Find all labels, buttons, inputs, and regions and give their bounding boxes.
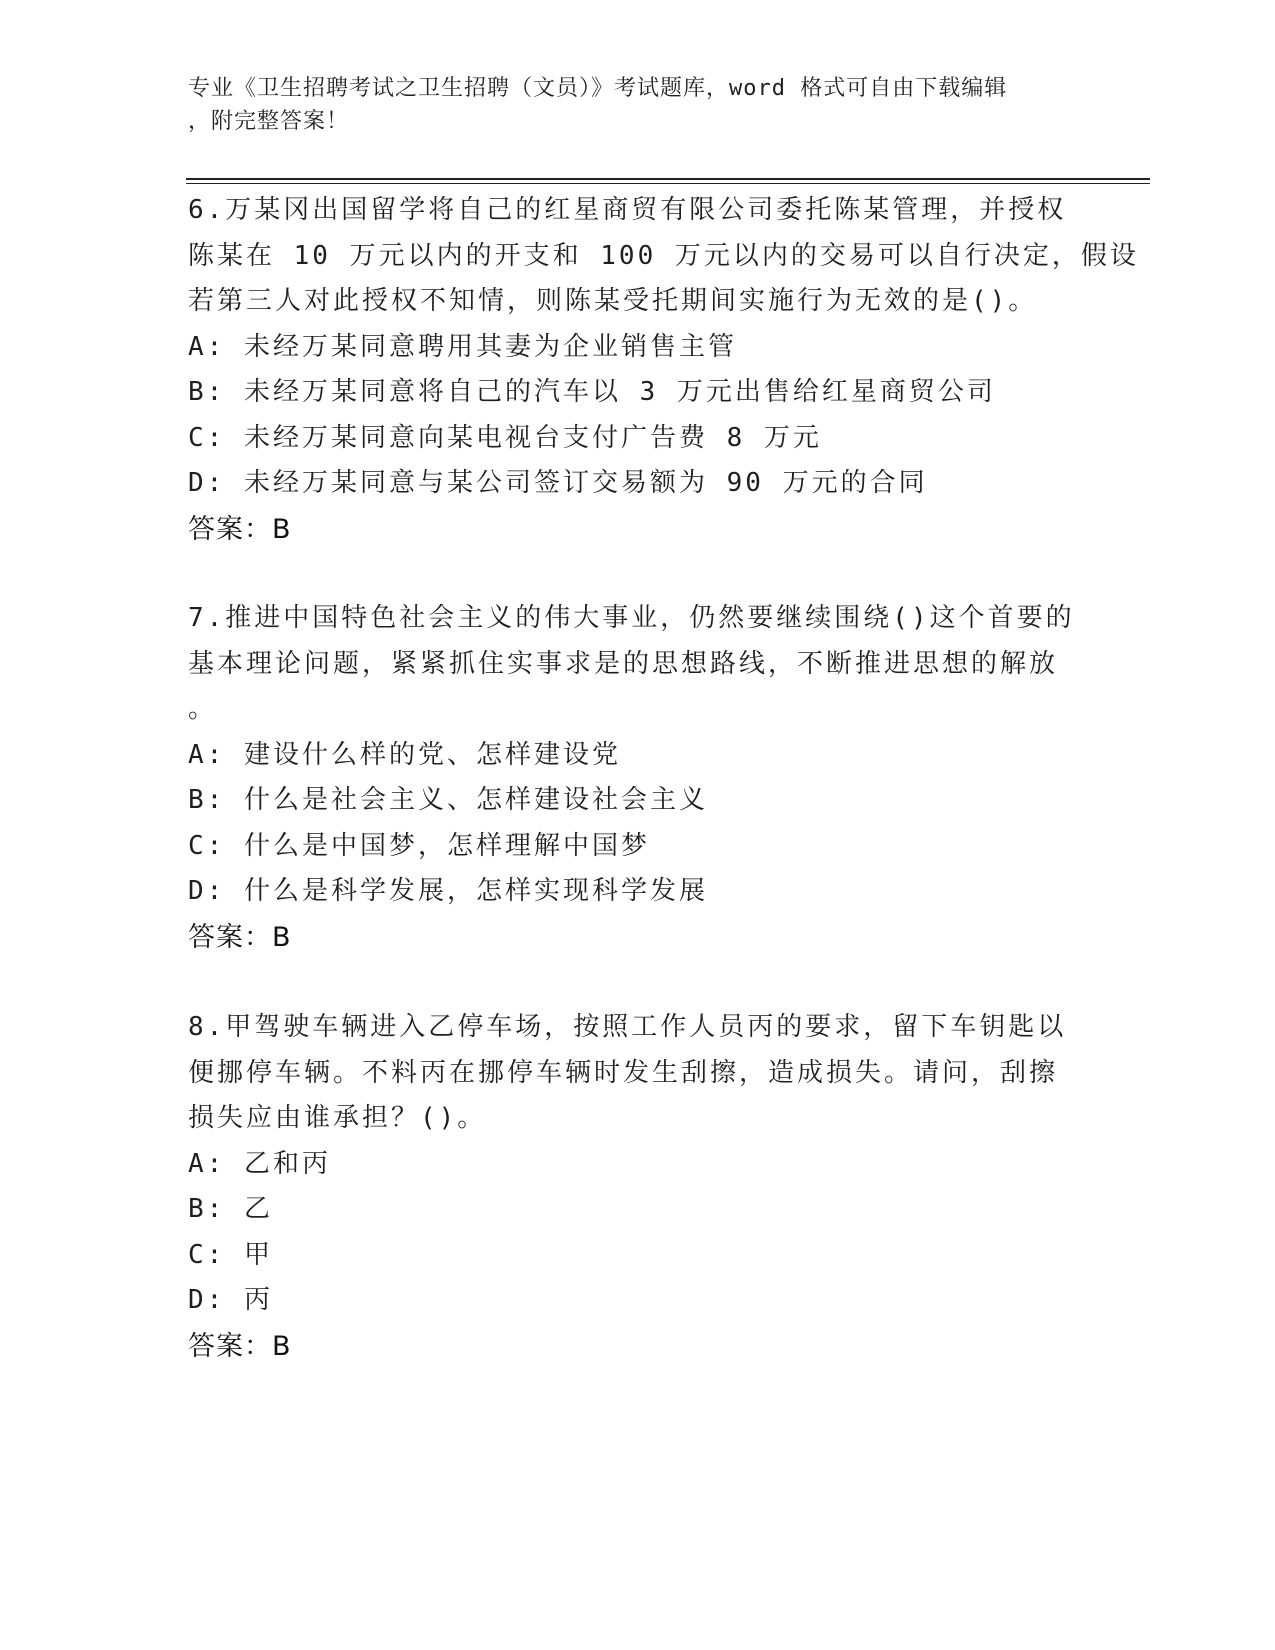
question-6 — [188, 188, 1139, 552]
answer-text: 答案：B — [188, 921, 292, 953]
option-c: C: 甲 — [188, 1239, 273, 1270]
option-a: A: 未经万某同意聘用其妻为企业销售主管 — [188, 331, 737, 362]
option-d: D: 什么是科学发展，怎样实现科学发展 — [188, 876, 708, 906]
answer-text: 答案：B — [188, 513, 292, 545]
header-line-1: 专业《卫生招聘考试之卫生招聘（文员）》考试题库，word 格式可自由下载编辑 — [188, 76, 1008, 101]
question-stem-line: 基本理论问题，紧紧抓住实事求是的思想路线，不断推进思想的解放 — [188, 648, 1059, 679]
question-8 — [188, 1005, 1088, 1369]
option-b: B: 未经万某同意将自己的汽车以 3 万元出售给红星商贸公司 — [188, 377, 996, 407]
answer-text: 答案：B — [188, 1330, 292, 1362]
option-a: A: 建设什么样的党、怎样建设党 — [188, 739, 621, 770]
question-stem-line: 8.甲驾驶车辆进入乙停车场，按照工作人员丙的要求，留下车钥匙以 — [188, 1012, 1067, 1042]
question-stem-line: 6.万某冈出国留学将自己的红星商贸有限公司委托陈某管理，并授权 — [188, 195, 1067, 225]
option-b: B: 什么是社会主义、怎样建设社会主义 — [188, 785, 708, 815]
option-d: D: 未经万某同意与某公司签订交易额为 90 万元的合同 — [188, 468, 928, 498]
question-stem-line: 便挪停车辆。不料丙在挪停车辆时发生刮擦，造成损失。请问，刮擦 — [188, 1057, 1059, 1088]
header-divider — [186, 178, 1150, 180]
question-stem-line: 若第三人对此授权不知情，则陈某受托期间实施行为无效的是()。 — [188, 286, 1038, 316]
header-line-2: ，附完整答案！ — [188, 109, 350, 134]
header-divider-thin — [186, 183, 1150, 184]
question-stem-line: 损失应由谁承担？()。 — [188, 1103, 487, 1133]
option-a: A: 乙和丙 — [188, 1148, 331, 1179]
question-stem-line: 陈某在 10 万元以内的开支和 100 万元以内的交易可以自行决定，假设 — [188, 240, 1139, 271]
question-stem-line: 7.推进中国特色社会主义的伟大事业，仍然要继续围绕()这个首要的 — [188, 603, 1075, 633]
option-b: B: 乙 — [188, 1194, 273, 1224]
question-7 — [188, 596, 1088, 960]
option-c: C: 什么是中国梦，怎样理解中国梦 — [188, 830, 650, 861]
question-stem-line: 。 — [188, 694, 218, 724]
option-d: D: 丙 — [188, 1285, 273, 1315]
option-c: C: 未经万某同意向某电视台支付广告费 8 万元 — [188, 422, 822, 453]
document-header — [188, 72, 1068, 138]
